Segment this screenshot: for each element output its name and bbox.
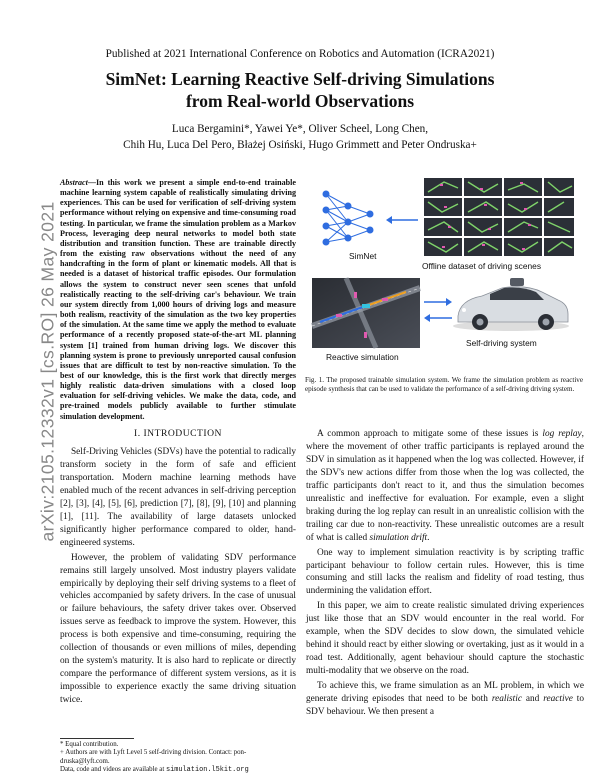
figure-1	[306, 176, 582, 368]
abstract-label: Abstract	[60, 178, 88, 187]
figure-1-illustration	[306, 176, 582, 368]
self-driving-car-icon	[453, 278, 569, 331]
footnote-affiliation: + Authors are with Lyft Level 5 self-driving division. Contact: pon-	[60, 749, 247, 757]
paragraph: In this paper, we aim to create realistic simulated driving experiences just like those that an SDV would encounter in the real world. For example, when the SDV decides to slow down, the simulated vehicle behind it should react by either slowing or overtaking, just as it would in a road test. Additionally, agent behaviour should capture the stochastic multi-modality that we observe on the road.	[306, 601, 584, 677]
footnotes	[60, 741, 296, 774]
arxiv-identifier: arXiv:2105.12332v1 [cs.RO] 26 May 2021	[37, 201, 58, 542]
title-line-1: SimNet: Learning Reactive Self-driving Simulations	[105, 69, 495, 89]
left-column	[60, 446, 296, 707]
paragraph: One way to implement simulation reactivity is by scripting traffic participant behaviour to follow certain rules. However, this is time consuming and still lacks the realism and fidelity of road testing, thus undermining the validation effort.	[306, 547, 584, 597]
footnote-divider	[60, 738, 134, 739]
footnote-equal-contribution: * Equal contribution.	[60, 741, 119, 748]
neural-network-icon	[323, 191, 374, 246]
label-simnet: SimNet	[349, 251, 377, 261]
dataset-thumbnails	[424, 178, 574, 256]
title-line-2: from Real-world Observations	[185, 91, 415, 111]
figure-caption: Fig. 1. The proposed trainable simulation system. We frame the simulation problem as reactive episode synthesis that can be used to validate the performance of a self-driving driving system.	[305, 376, 583, 394]
paragraph: A common approach to mitigate some of these issues is log replay, where the movement of other traffic participants is replayed around the SDV in simulation as it happened when the log was collected. However, if the SDV's new actions differ from those when the log was collected, the traffic participants don't react to it, and thus the simulation becomes unrealistic and ineffective for evaluation. For example, even a slight braking during the log replay can result in an unrealistic collision with the trailing car due to non-reactivity. These unrealistic outcomes are a result of what is called simulation drift.	[306, 429, 584, 543]
label-self-driving-system: Self-driving system	[466, 338, 537, 348]
reactive-simulation-scene	[312, 278, 420, 348]
abstract: Abstract—In this work we present a simple end-to-end trainable machine learning system capable of realistically simulating driving experiences. This can be used for verification of self-driving system performance without relying on expensive and time-consuming road testing. In particular, we frame the simulation problem as a Markov Process, leveraging deep neural networks to model both state distribution and transition function. These are trainable directly from the existing raw observations without the need of any handcrafting in the form of plant or kinematic models. All that is needed is a dataset of historical traffic episodes. Our formulation allows the system to construct never seen scenes that unfold realistically reacting to the self-driving car's behaviour. We train our system directly from 1,000 hours of driving logs and measure both realism, reactivity of the simulation as the two key properties of the simulation. At the same time we apply the method to evaluate performance of a recently proposed state-of-the-art ML planning system [1] trained from human driving logs. We discover this planning system is prone to previously unreported causal confusion issues that are difficult to test by non-reactive simulation. To the best of our knowledge, this is the first work that directly merges highly realistic data-driven simulations with a closed loop evaluation for self-driving vehicles. We make the data, code, and pre-trained models publicly available to further stimulate simulation development.	[60, 178, 296, 421]
arrow-dataset-to-simnet	[386, 216, 418, 224]
authors-line-1: Luca Bergamini*, Yawei Ye*, Oliver Scheel, Long Chen,	[171, 123, 429, 135]
section-heading: I. INTRODUCTION	[134, 428, 222, 439]
paragraph: To achieve this, we frame simulation as an ML problem, in which we generate driving episodes that need to be both realistic and reactive to SDV behaviour. We then present a	[306, 681, 585, 718]
abstract-text: In this work we present a simple end-to-end trainable machine learning system capable of realistically simulating driving experiences. This can be used for verification of self-driving system performance without relying on expensive and time-consuming road testing. In particular, we frame the simulation problem as a Markov Process, leveraging deep neural networks to model both state distribution and transition function. These are trainable directly from the existing raw observations without the need of any handcrafting in the form of plant or kinematic models. All that is needed is a dataset of historical traffic episodes. Our formulation allows the system to construct never seen scenes that unfold realistically reacting to the self-driving car's behaviour. We train our system directly from 1,000 hours of driving logs and measure both realism, reactivity of the simulation as the two key properties of the simulation. At the same time we apply the method to evaluate performance of a recently proposed state-of-the-art ML planning system [1] trained from human driving logs. We discover this planning system is prone to previously unreported causal confusion issues that are difficult to test by non-reactive simulation. To the best of our knowledge, this is the first work that directly merges highly realistic data-driven simulations with a closed loop evaluation for self-driving vehicles. We make the data, code, and pre-trained models publicly available to further stimulate simulation development.	[60, 178, 296, 421]
label-offline-dataset: Offline dataset of driving scenes	[422, 261, 542, 271]
data-url-link[interactable]: simulation.l5kit.org	[166, 765, 249, 774]
paragraph: Self-Driving Vehicles (SDVs) have the potential to radically transform society in the form of safe and efficient transportation. Modern machine learning methods have enabled much of the recent advances in self-driving perception [2], [3], [4], [5], [6], prediction [7], [8], [9], [10] and planning [1], [11]. The availability of large datasets unlocked significantly higher performance compared to older, hand-engineered systems.	[60, 447, 296, 548]
arrow-sdv-to-sim	[424, 314, 452, 322]
authors-line-2: Chih Hu, Luca Del Pero, Błażej Osiński, Hugo Grimmett and Peter Ondruska+	[123, 139, 477, 151]
footnote-contact: druska@lyft.com.	[60, 757, 110, 765]
paper-title	[40, 68, 560, 112]
arrow-sim-to-sdv	[424, 298, 452, 306]
author-list	[60, 121, 540, 153]
footnote-data-availability: Data, code and videos are available at simulation.l5kit.org	[60, 765, 249, 774]
right-column	[306, 428, 584, 719]
paragraph: However, the problem of validating SDV performance remains still largely unsolved. Most industry players validate empirically by deploying their self driving systems to a fleet of vehicles accompanied by safety drivers. In the case of unusual or failure behaviours, the safety driver takes over. Observed issues serve as feedback to improve the system. However, this process is both expensive and time-consuming, requiring the collection of thousands or even millions of miles, depending on the system's maturity. It is also hard to replicate or directly compare the performance of different system versions, as it is impossible to experience exactly the same driving situation twice.	[60, 552, 296, 706]
label-reactive-simulation: Reactive simulation	[326, 352, 399, 362]
conference-banner: Published at 2021 International Conference on Robotics and Automation (ICRA2021)	[105, 48, 495, 60]
